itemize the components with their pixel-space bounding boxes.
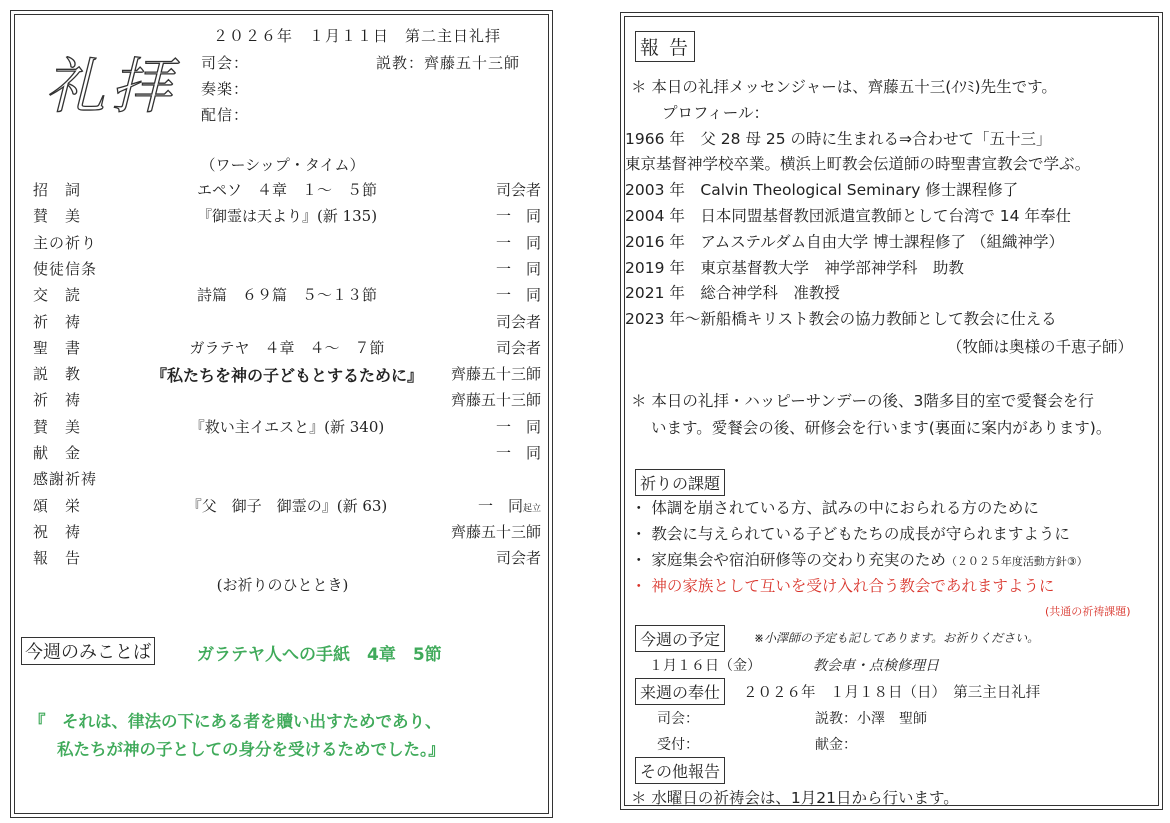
prayer-topics-heading: 祈りの課題 [635, 469, 725, 496]
agape-line-2: います。愛餐会の後、研修会を行います(裏面に案内があります)。 [651, 419, 1112, 437]
order-item-person-text: 齊藤五十三師 [450, 522, 541, 541]
agape-line-1: ＊ 本日の礼拝・ハッピーサンデーの後、3階多目的室で愛餐会を行 [631, 392, 1094, 410]
order-item-name: 聖 書 [33, 338, 82, 357]
order-item-name: 使徒信条 [33, 259, 98, 278]
order-item-person-text: 一 同 [495, 233, 541, 252]
order-item-name: 賛 美 [33, 207, 82, 226]
report-line: 1966 年 父 28 母 25 の時に生まれる⇒合わせて「五十三」 [625, 129, 1052, 148]
stream-label: 配信： [201, 106, 250, 124]
order-item-person [496, 205, 541, 226]
order-item-person [496, 442, 541, 463]
report-line: 2019 年 東京基督教大学 神学部神学科 助教 [625, 258, 964, 277]
this-week-heading: 今週の予定 [635, 625, 725, 652]
order-row [33, 495, 541, 521]
order-row [33, 442, 541, 468]
order-item-person [496, 232, 541, 253]
report-line: 東京基督神学校卒業。横浜上町教会伝道師の時聖書宣教会で学ぶ。 [625, 155, 1091, 174]
order-item-person-text: 齊藤五十三師 [450, 365, 541, 384]
report-line: 2016 年 アムステルダム自由大学 博士課程修了 （組織神学） [625, 232, 1064, 251]
order-row [33, 205, 541, 231]
order-item-person [451, 521, 541, 542]
order-item-name: 祈 祷 [33, 391, 82, 410]
order-item-person [451, 363, 541, 384]
presider-label: 司会： [201, 54, 250, 72]
next-week-heading: 来週の奉仕 [635, 678, 725, 705]
common-prayer-note: (共通の祈祷課題) [1045, 605, 1131, 618]
order-row [33, 311, 541, 337]
order-item-content: ガラテヤ ４章 ４～ ７節 [189, 338, 385, 357]
order-item-name: 説 教 [33, 365, 82, 384]
next-offering: 献金： [815, 737, 857, 753]
prayer-item-3-note: （２０２５年度活動方針③） [945, 555, 1088, 568]
worship-title: 礼拝 [45, 52, 177, 122]
wife-note: （牧師は奥様の千恵子師） [947, 338, 1134, 356]
prayer-item-2: ・ 教会に与えられている子どもたちの成長が守られますように [631, 525, 1070, 543]
report-line: プロフィール： [631, 103, 769, 122]
word-of-week-reference: ガラテヤ人への手紙 4章 5節 [197, 645, 442, 665]
prayer-item-3 [631, 548, 1088, 570]
order-item-person-text: 司会者 [495, 181, 541, 199]
order-row [33, 363, 541, 389]
order-item-person-text: 司会者 [495, 338, 541, 357]
order-row [33, 258, 541, 284]
other-report-line: ＊ 水曜日の祈祷会は、1月21日から行います。 [631, 789, 959, 807]
order-item-content: 『救い主イエスと』(新 340) [189, 417, 385, 436]
order-item-name: 感謝祈祷 [33, 470, 98, 489]
report-line: 2004 年 日本同盟基督教団派遣宣教師として台湾で 14 年奉仕 [625, 207, 1071, 225]
order-item-person [496, 547, 541, 568]
order-item-person [496, 258, 541, 279]
report-line: 2023 年～新船橋キリスト教会の協力教師として教会に仕える [625, 310, 1057, 329]
this-week-event: 教会車・点検修理日 [813, 658, 939, 674]
order-item-person-text: 一 同 [495, 259, 541, 278]
this-week-date: １月１６日（金） [649, 658, 761, 674]
date-line: ２０２６年 １月１１日 第二主日礼拝 [213, 27, 502, 45]
order-item-person-text: 一 同 [477, 496, 523, 515]
order-item-person [496, 416, 541, 437]
order-item-name: 賛 美 [33, 417, 82, 436]
report-line: 2003 年 Calvin Theological Seminary 修士課程修了 [625, 181, 1019, 200]
order-item-content: 『私たちを神の子どもとするために』 [150, 366, 423, 386]
verse-line-1: 『 それは、律法の下にある者を贖い出すためであり、 [29, 712, 442, 731]
this-week-note: ※小澤師の予定も記してあります。お祈りください。 [754, 631, 1040, 645]
order-row [33, 547, 541, 573]
order-item-person-text: 司会者 [495, 549, 541, 568]
order-row [33, 416, 541, 442]
next-presider: 司会： [657, 711, 699, 727]
order-row [33, 521, 541, 547]
preacher-line: 説教：齊藤五十三師 [376, 54, 521, 72]
prayer-item-common: ・ 神の家族として互いを受け入れ合う教会であれますように [631, 577, 1055, 595]
word-of-week-label: 今週のみことば [21, 637, 155, 665]
order-item-person-note: 起立 [522, 503, 541, 514]
order-item-person-text: 一 同 [495, 444, 541, 462]
worship-time-heading: （ワーシップ・タイム） [200, 156, 365, 174]
order-item-content: 詩篇 ６９篇 ５～１３節 [196, 286, 377, 305]
order-row [33, 468, 541, 494]
order-row [33, 389, 541, 415]
order-item-person [496, 284, 541, 305]
music-label: 奏楽： [201, 80, 250, 98]
order-item-name: 祝 祷 [33, 522, 82, 541]
order-item-person [496, 179, 541, 200]
next-preacher: 説教：小澤 聖師 [815, 711, 927, 727]
order-item-person-text: 一 同 [495, 417, 541, 436]
order-item-name: 招 詞 [33, 181, 82, 199]
order-item-person [496, 311, 541, 332]
order-row [33, 179, 541, 205]
order-item-person-text: 一 同 [495, 286, 541, 305]
report-line: 2021 年 総合神学科 准教授 [625, 284, 840, 303]
order-item-person-text: 一 同 [495, 207, 541, 226]
order-item-person [478, 495, 541, 516]
order-item-name: 頌 栄 [33, 496, 82, 515]
order-item-name: 献 金 [33, 444, 82, 462]
announcements-panel [620, 12, 1163, 810]
order-row [33, 284, 541, 310]
next-reception: 受付： [657, 737, 699, 753]
order-row [33, 232, 541, 258]
prayer-moment: (お祈りのひととき) [216, 576, 349, 594]
order-item-name: 祈 祷 [33, 312, 82, 331]
order-item-person-text: 司会者 [495, 312, 541, 331]
order-item-content: 『御霊は天より』(新 135) [196, 207, 378, 226]
next-week-date: ２０２６年 １月１８日（日） 第三主日礼拝 [743, 685, 1041, 701]
order-row [33, 337, 541, 363]
prayer-item-3-text: ・ 家庭集会や宿泊研修等の交わり充実のため [631, 551, 946, 569]
order-item-name: 報 告 [33, 549, 82, 568]
order-item-person [496, 337, 541, 358]
worship-order-panel [10, 10, 553, 818]
verse-line-2: 私たちが神の子としての身分を受けるためでした。』 [57, 740, 445, 759]
order-item-content: エペソ ４章 １～ ５節 [196, 181, 377, 199]
other-reports-heading: その他報告 [635, 757, 725, 784]
order-item-content: 『父 御子 御霊の』(新 63) [186, 496, 388, 515]
order-item-name: 交 読 [33, 286, 82, 305]
prayer-item-1: ・ 体調を崩されている方、試みの中におられる方のために [631, 499, 1039, 517]
report-line: ＊ 本日の礼拝メッセンジャーは、齊藤五十三(ｲｿﾐ)先生です。 [631, 78, 1057, 96]
order-item-name: 主の祈り [33, 233, 98, 252]
order-item-person-text: 齊藤五十三師 [450, 391, 541, 410]
order-item-person [451, 389, 541, 410]
report-heading: 報 告 [635, 31, 695, 62]
